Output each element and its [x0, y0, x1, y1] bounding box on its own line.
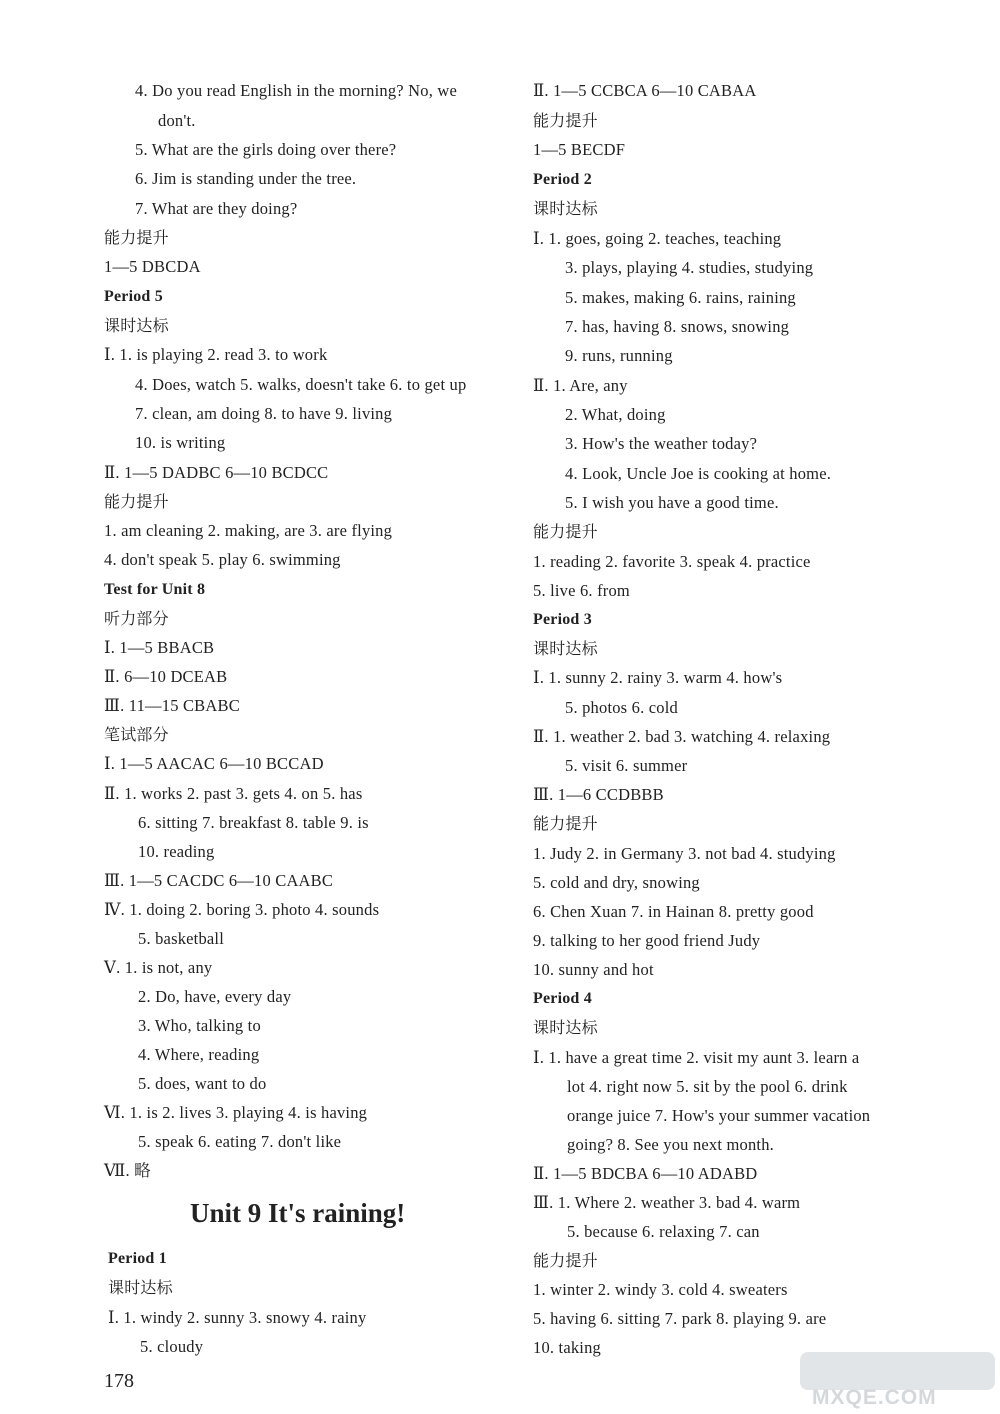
right-answer-line: Ⅰ. 1. have a great time 2. visit my aunt 3. learn a — [533, 1048, 860, 1067]
left-answer-line: Ⅱ. 1—5 DADBC 6—10 BCDCC — [104, 463, 329, 482]
right-answer-line: 能力提升 — [533, 814, 598, 833]
left-answer-line: 听力部分 — [104, 609, 169, 628]
left-answer-line: 6. Jim is standing under the tree. — [135, 169, 357, 188]
left-answer-line: 10. is writing — [135, 433, 226, 452]
left-answer-line: 5. basketball — [138, 929, 224, 948]
left-answer-line: Ⅱ. 6—10 DCEAB — [104, 667, 228, 686]
right-answer-line: Period 2 — [533, 171, 592, 188]
right-answer-line: 1. reading 2. favorite 3. speak 4. practice — [533, 552, 811, 571]
right-answer-line: Ⅱ. 1—5 BDCBA 6—10 ADABD — [533, 1164, 758, 1183]
right-answer-line: 6. Chen Xuan 7. in Hainan 8. pretty good — [533, 902, 814, 921]
left-answer-line: Ⅰ. 1—5 BBACB — [104, 638, 215, 657]
right-answer-line: 5. I wish you have a good time. — [565, 493, 779, 512]
right-answer-line: 2. What, doing — [565, 405, 666, 424]
right-answer-line: Ⅲ. 1—6 CCDBBB — [533, 785, 664, 804]
right-answer-line: 5. having 6. sitting 7. park 8. playing 9. are — [533, 1309, 827, 1328]
left-answer-line: 课时达标 — [104, 316, 169, 335]
right-answer-line: 9. runs, running — [565, 346, 673, 365]
right-answer-line: 能力提升 — [533, 111, 598, 130]
left-answer-line: 4. Does, watch 5. walks, doesn't take 6. to get up — [135, 375, 467, 394]
right-answer-line: 3. How's the weather today? — [565, 434, 758, 453]
right-answer-line: Ⅰ. 1. goes, going 2. teaches, teaching — [533, 229, 782, 248]
left-answer-line: 5. What are the girls doing over there? — [135, 140, 397, 159]
left-answer-line: Test for Unit 8 — [104, 581, 206, 598]
left-answer-line: 笔试部分 — [104, 725, 169, 744]
watermark-url: MXQE.COM — [812, 1386, 937, 1409]
right-answer-line: 4. Look, Uncle Joe is cooking at home. — [565, 464, 832, 483]
left-answer-line: Ⅰ. 1—5 AACAC 6—10 BCCAD — [104, 754, 324, 773]
right-answer-line: orange juice 7. How's your summer vacation — [567, 1106, 871, 1125]
left-answer-line: Ⅱ. 1. works 2. past 3. gets 4. on 5. has — [104, 784, 363, 803]
right-answer-line: Ⅲ. 1. Where 2. weather 3. bad 4. warm — [533, 1193, 801, 1212]
right-answer-line: going? 8. See you next month. — [567, 1135, 774, 1154]
left-answer-line: 5. does, want to do — [138, 1074, 267, 1093]
left-answer-line: Ⅶ. 略 — [104, 1161, 151, 1180]
left-answer-line: 4. Where, reading — [138, 1045, 260, 1064]
left-answer-line: 4. Do you read English in the morning? No, we — [135, 81, 457, 100]
right-answer-line: 5. cold and dry, snowing — [533, 873, 700, 892]
left-answer-line: 1—5 DBCDA — [104, 257, 201, 276]
right-answer-line: 10. taking — [533, 1338, 601, 1357]
right-answer-line: 课时达标 — [533, 639, 598, 658]
right-answer-line: 5. visit 6. summer — [565, 756, 688, 775]
right-answer-line: Period 4 — [533, 990, 592, 1007]
left-answer-line: 3. Who, talking to — [138, 1016, 261, 1035]
left-answer-line: 7. clean, am doing 8. to have 9. living — [135, 404, 393, 423]
right-answer-line: 9. talking to her good friend Judy — [533, 931, 761, 950]
left-answer-line: Ⅲ. 11—15 CBABC — [104, 696, 240, 715]
left-answer-line: 7. What are they doing? — [135, 199, 298, 218]
left-answer-line: Ⅴ. 1. is not, any — [104, 958, 213, 977]
right-answer-line: Ⅱ. 1. weather 2. bad 3. watching 4. relaxing — [533, 727, 831, 746]
left-answer-line: 5. speak 6. eating 7. don't like — [138, 1132, 342, 1151]
left-answer-line: Ⅲ. 1—5 CACDC 6—10 CAABC — [104, 871, 334, 890]
right-answer-line: 1. winter 2. windy 3. cold 4. sweaters — [533, 1280, 788, 1299]
right-answer-line: 5. live 6. from — [533, 581, 630, 600]
right-answer-line: 能力提升 — [533, 1251, 598, 1270]
left-answer-line: Ⅰ. 1. is playing 2. read 3. to work — [104, 345, 328, 364]
right-answer-line: Ⅰ. 1. sunny 2. rainy 3. warm 4. how's — [533, 668, 783, 687]
right-answer-line: 5. makes, making 6. rains, raining — [565, 288, 796, 307]
watermark — [800, 1352, 995, 1408]
right-answer-line: 5. photos 6. cold — [565, 698, 678, 717]
right-answer-line: 1—5 BECDF — [533, 140, 626, 159]
unit-title: Unit 9 It's raining! — [190, 1198, 406, 1228]
left-answer-line: 4. don't speak 5. play 6. swimming — [104, 550, 341, 569]
left-answer-line: 6. sitting 7. breakfast 8. table 9. is — [138, 813, 369, 832]
watermark-logo-icon — [800, 1352, 995, 1390]
right-answer-line: 7. has, having 8. snows, snowing — [565, 317, 790, 336]
left-answer-line: Period 1 — [108, 1250, 167, 1267]
left-answer-line: Ⅵ. 1. is 2. lives 3. playing 4. is having — [104, 1103, 368, 1122]
right-answer-line: lot 4. right now 5. sit by the pool 6. drink — [567, 1077, 848, 1096]
left-answer-line: Period 5 — [104, 288, 163, 305]
left-answer-line: 1. am cleaning 2. making, are 3. are flying — [104, 521, 393, 540]
left-answer-line: 课时达标 — [108, 1278, 173, 1297]
right-answer-line: 3. plays, playing 4. studies, studying — [565, 258, 814, 277]
right-answer-line: 1. Judy 2. in Germany 3. not bad 4. studying — [533, 844, 836, 863]
left-answer-line: Ⅰ. 1. windy 2. sunny 3. snowy 4. rainy — [108, 1308, 367, 1327]
right-answer-line: Ⅱ. 1. Are, any — [533, 376, 628, 395]
right-answer-line: 课时达标 — [533, 1018, 598, 1037]
left-answer-line: 5. cloudy — [140, 1337, 204, 1356]
left-answer-line: 2. Do, have, every day — [138, 987, 292, 1006]
right-answer-line: 10. sunny and hot — [533, 960, 654, 979]
left-answer-line: 能力提升 — [104, 228, 169, 247]
right-answer-line: 课时达标 — [533, 199, 598, 218]
right-answer-line: Ⅱ. 1—5 CCBCA 6—10 CABAA — [533, 81, 757, 100]
left-answer-line: 10. reading — [138, 842, 215, 861]
right-answer-line: Period 3 — [533, 611, 592, 628]
left-answer-line: Ⅳ. 1. doing 2. boring 3. photo 4. sounds — [104, 900, 380, 919]
left-answer-line: don't. — [158, 111, 196, 130]
right-answer-line: 5. because 6. relaxing 7. can — [567, 1222, 760, 1241]
page-number: 178 — [104, 1370, 134, 1392]
right-answer-line: 能力提升 — [533, 522, 598, 541]
left-answer-line: 能力提升 — [104, 492, 169, 511]
